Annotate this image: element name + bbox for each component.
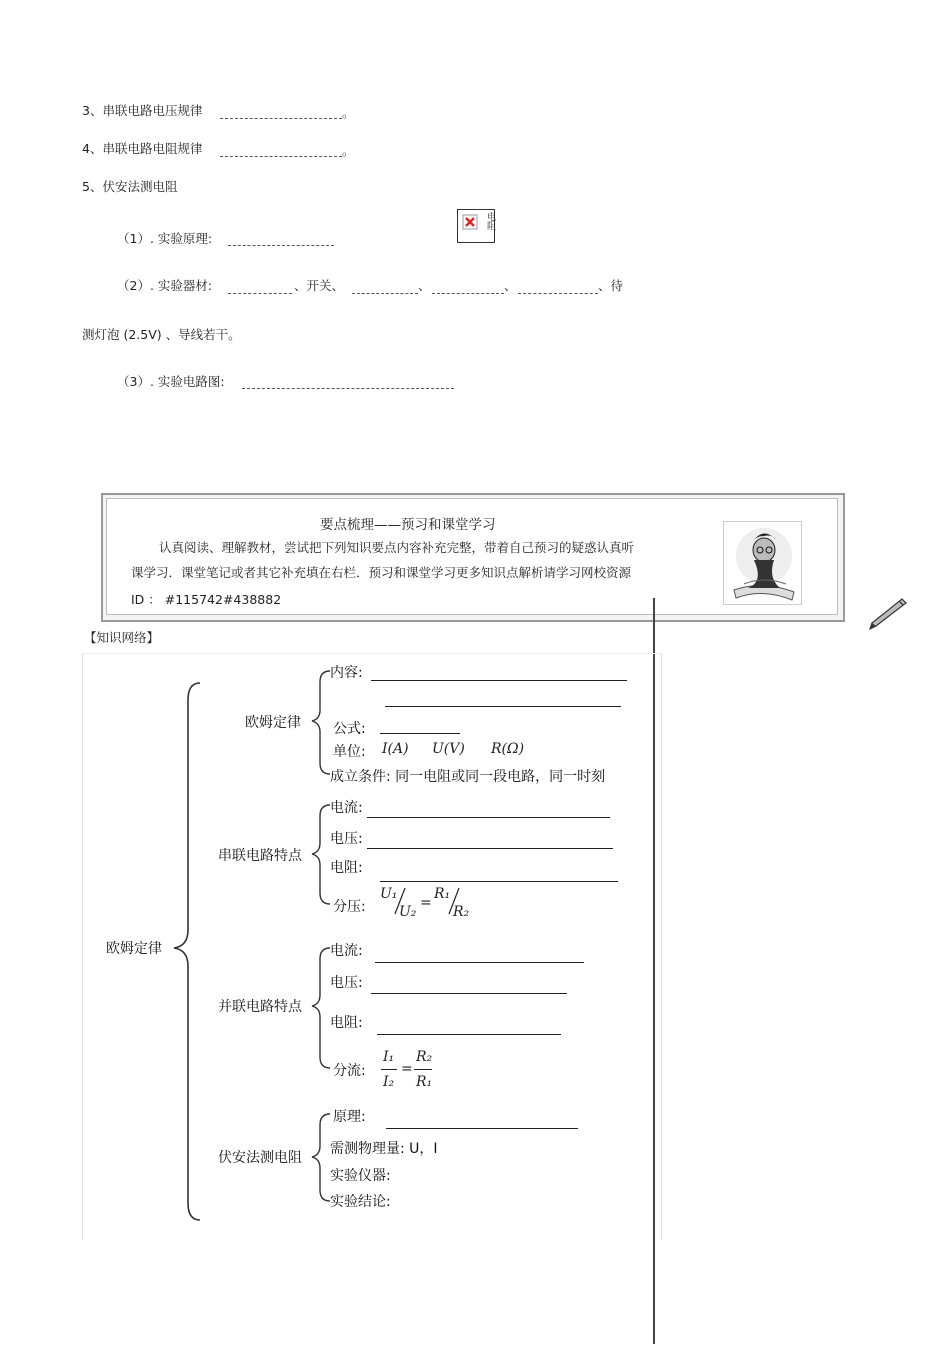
summary-line-3: ID ： #115742#438882: [131, 592, 282, 607]
brace-voltammetry: [312, 1114, 330, 1201]
series-voltage-blank[interactable]: [367, 848, 613, 849]
parallel-formula-bar-2: [414, 1069, 432, 1070]
section-label: 【知识网络】: [84, 630, 160, 645]
parallel-formula-r1: R₁: [416, 1074, 433, 1090]
item-4: 4、串联电路电阻规律: [82, 141, 203, 156]
summary-line-2: 课学习．课堂笔记或者其它补充填在右栏．预习和课堂学习更多知识点解析请学习网校资源: [131, 565, 632, 580]
parallel-resistance-blank[interactable]: [377, 1034, 561, 1035]
sub-item-2: （2）. 实验器材:: [117, 278, 213, 293]
end-mark-4: 。: [342, 143, 355, 158]
branch-parallel: 并联电路特点: [218, 999, 302, 1015]
item-3: 3、串联电路电压规律: [82, 103, 203, 118]
sep-2: 、: [504, 278, 517, 293]
summary-line-1: 认真阅读、理解教材，尝试把下列知识要点内容补充完整，带着自己预习的疑惑认真听: [159, 540, 635, 555]
series-divide-label: 分压:: [333, 899, 366, 915]
parallel-formula-bar-1: [381, 1069, 397, 1070]
unit-current: I(A): [382, 741, 409, 757]
vol-principle-blank[interactable]: [386, 1128, 578, 1129]
ohm-content-blank-2[interactable]: [385, 706, 621, 707]
tree-root: 欧姆定律: [106, 941, 162, 957]
end-mark-3: 。: [342, 105, 355, 120]
series-voltage-label: 电压:: [330, 831, 363, 847]
broken-image-alt: 电阻: [485, 212, 495, 230]
item-5: 5、伏安法测电阻: [82, 179, 178, 194]
series-resistance-blank[interactable]: [380, 881, 618, 882]
vol-measure: 需测物理量: U，I: [330, 1141, 438, 1157]
series-formula-r1: R₁: [434, 886, 451, 902]
brace-ohm: [312, 671, 330, 774]
unit-voltage: U(V): [432, 741, 465, 757]
vol-principle-label: 原理:: [333, 1109, 366, 1125]
sep-1: 、: [418, 278, 431, 293]
parallel-voltage-blank[interactable]: [371, 993, 567, 994]
vol-conclusion-label: 实验结论:: [330, 1194, 391, 1210]
ohm-content-blank-1[interactable]: [371, 680, 627, 681]
text-switch: 、开关、: [294, 278, 345, 293]
unit-resistance: R(Ω): [491, 741, 525, 757]
series-resistance-label: 电阻:: [330, 860, 363, 876]
ohm-formula-label: 公式:: [333, 721, 366, 737]
series-formula-u1: U₁: [380, 886, 398, 902]
brace-series: [312, 805, 330, 904]
root-brace: [174, 683, 200, 1220]
item-line-2: 测灯泡 (2.5V) 、导线若干。: [82, 327, 241, 342]
parallel-formula-i2: I₂: [383, 1074, 395, 1090]
branch-series: 串联电路特点: [218, 848, 302, 864]
parallel-divide-label: 分流:: [333, 1063, 366, 1079]
ohm-condition: 成立条件: 同一电阻或同一段电路，同一时刻: [330, 769, 606, 785]
brace-parallel: [312, 948, 330, 1068]
parallel-formula-i1: I₁: [383, 1049, 395, 1065]
sub-item-3: （3）. 实验电路图:: [117, 374, 225, 389]
ohm-unit-label: 单位:: [333, 744, 366, 760]
parallel-formula-r2: R₂: [416, 1049, 433, 1065]
series-current-label: 电流:: [330, 800, 363, 816]
summary-title: 要点梳理——预习和课堂学习: [320, 517, 496, 533]
ohm-content-label: 内容:: [330, 665, 363, 681]
parallel-formula-eq: =: [401, 1061, 413, 1077]
vol-instrument-label: 实验仪器:: [330, 1168, 391, 1184]
parallel-voltage-label: 电压:: [330, 975, 363, 991]
text-wait: 、待: [598, 278, 624, 293]
series-formula-r2: R₂: [453, 904, 470, 920]
parallel-resistance-label: 电阻:: [330, 1015, 363, 1031]
series-formula-u2: U₂: [399, 904, 417, 920]
series-formula-eq: =: [420, 895, 432, 911]
branch-voltammetry: 伏安法测电阻: [218, 1150, 302, 1166]
parallel-current-label: 电流:: [330, 943, 363, 959]
parallel-current-blank[interactable]: [375, 962, 584, 963]
sub-item-1: （1）. 实验原理:: [117, 231, 213, 246]
branch-ohm-law: 欧姆定律: [245, 715, 301, 731]
series-current-blank[interactable]: [367, 817, 610, 818]
ohm-formula-blank[interactable]: [380, 733, 460, 734]
